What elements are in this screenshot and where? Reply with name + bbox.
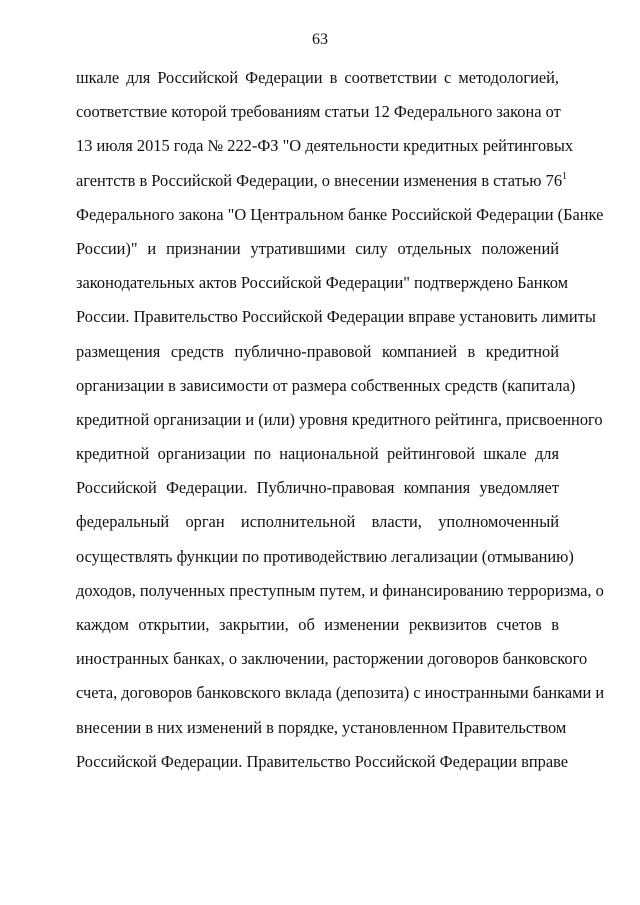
text-line: внесении в них изменений в порядке, установленном Правительством: [76, 717, 567, 737]
footnote-mark: 1: [562, 170, 568, 182]
text-line-content: агентств в Российской Федерации, о внесении изменения в статью 76: [76, 170, 563, 190]
text-line: доходов, полученных преступным путем, и финансированию терроризма, о: [76, 580, 604, 600]
text-line: 13 июля 2015 года № 222-ФЗ "О деятельности кредитных рейтинговых: [76, 136, 574, 156]
text-line: счета, договоров банковского вклада (депозита) с иностранными банками и: [76, 683, 605, 703]
text-line: шкале для Российской Федерации в соответствии с методологией,: [76, 68, 559, 87]
body-text: [76, 61, 605, 779]
text-line: осуществлять функции по противодействию легализации (отмыванию): [76, 546, 574, 566]
text-line: Российской Федерации. Правительство Российской Федерации вправе: [76, 751, 569, 771]
text-line: федеральный орган исполнительной власти, уполномоченный: [76, 512, 559, 532]
text-line-with-footnote: [76, 164, 568, 198]
text-line: законодательных актов Российской Федерации" подтверждено Банком: [76, 273, 568, 293]
text-line: Федерального закона "О Центральном банке Российской Федерации (Банке: [76, 204, 604, 224]
text-line: кредитной организации и (или) уровня кредитного рейтинга, присвоенного: [76, 409, 603, 429]
text-line: размещения средств публично-правовой компанией в кредитной: [76, 341, 559, 361]
page-number: 63: [312, 31, 328, 48]
text-line: России. Правительство Российской Федерации вправе установить лимиты: [76, 307, 596, 327]
text-line: соответствие которой требованиям статьи 12 Федерального закона от: [76, 102, 561, 122]
text-line: Российской Федерации. Публично-правовая компания уведомляет: [76, 478, 559, 498]
text-line: каждом открытии, закрытии, об изменении реквизитов счетов в: [76, 615, 559, 634]
text-line: организации в зависимости от размера собственных средств (капитала): [76, 375, 576, 395]
text-line: иностранных банках, о заключении, расторжении договоров банковского: [76, 649, 588, 669]
text-line: России)" и признании утратившими силу отдельных положений: [76, 238, 559, 258]
text-line: кредитной организации по национальной рейтинговой шкале для: [76, 444, 559, 464]
